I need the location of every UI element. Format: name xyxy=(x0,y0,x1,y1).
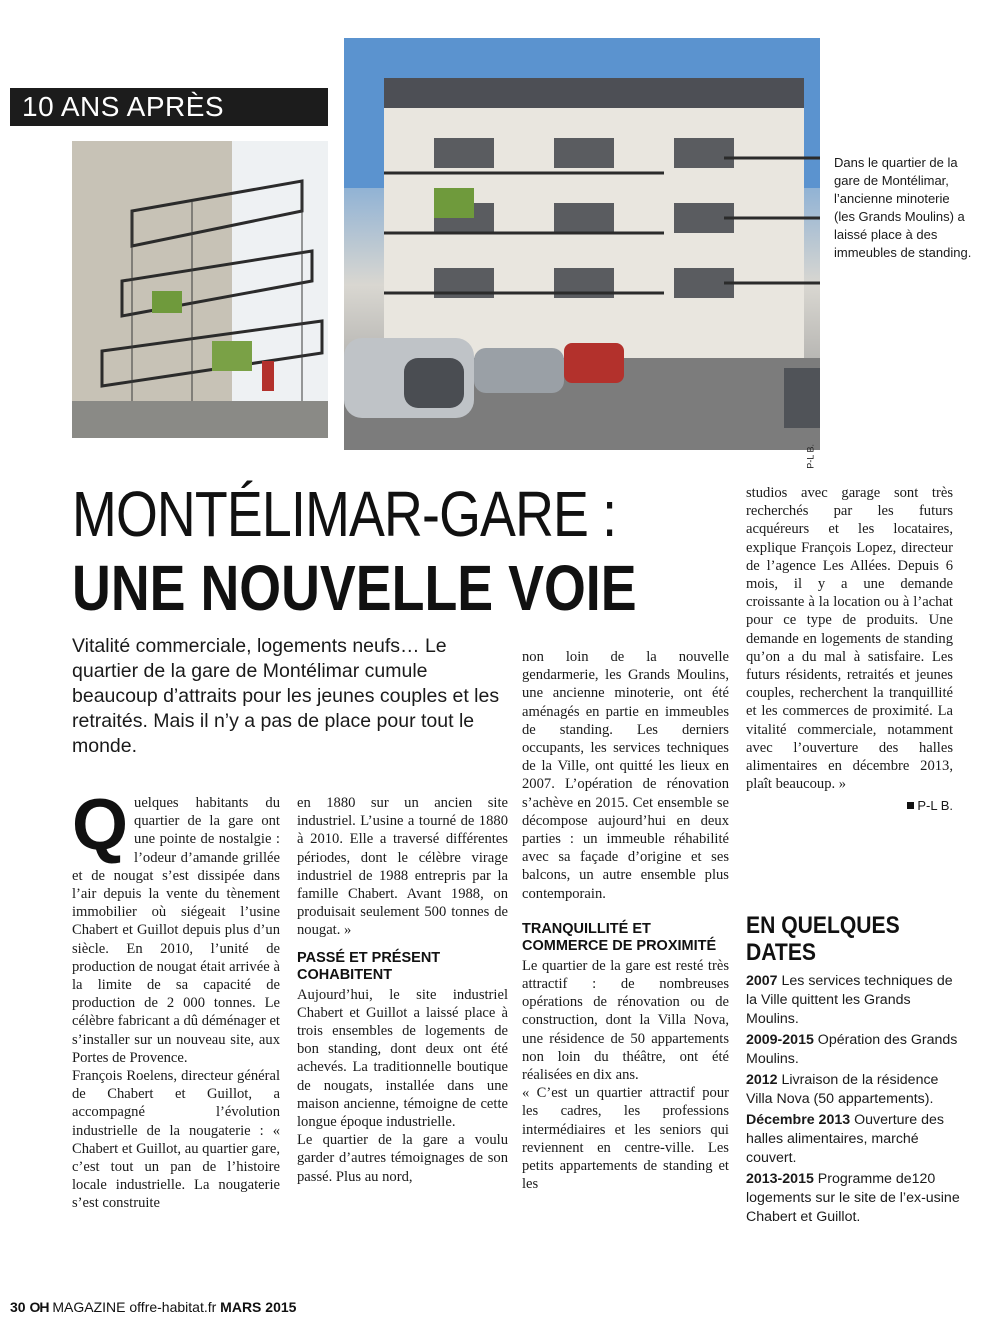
chapeau: Vitalité commerciale, logements neufs… Le quartier de la gare de Montélimar cumule beaucoup d’attraits pour les jeunes couples et les retraités. Mais il n’y a pas de place pour tout le monde. xyxy=(72,635,500,757)
body-column-2 xyxy=(297,794,508,1186)
body-paragraph: en 1880 sur un ancien site industriel. L’usine a tourné de 1880 à 2010. Elle a traversé différentes périodes, dont le célèbre virage industriel de 1988 entrepris par la famille Chabert. Avant 1988, on produisait seulement 500 tonnes de nougat. » xyxy=(297,795,508,939)
dates-title: EN QUELQUES DATES xyxy=(746,912,900,966)
dropcap: Q xyxy=(72,785,129,865)
body-paragraph: uelques habitants du quartier de la gare ont une pointe de nostalgie : l’odeur d’amande grillée et de nougat s’est dissipée dans l’air depuis la vente du tènement immobilier où siégeait l’usine Chabert et Guillot depuis plus d’un siècle. En 2010, l’unité de production de nougat était arrivée à la limite de sa capacité de production de 2 000 tonnes. Le célèbre fabricant a dû déménager et s’installer sur un nouveau site, aux Portes de Provence. xyxy=(72,795,280,1066)
magazine-label: MAGAZINE xyxy=(52,1299,126,1315)
headline-line1: MONTÉLIMAR-GARE : xyxy=(72,478,617,550)
date-item xyxy=(746,972,966,1029)
body-paragraph: François Roelens, directeur général de Chabert et Guillot, a accompagné l’évolution industrielle de la nougaterie : « Chabert et Guillot, au quartier gare, c’est tout un pan de l’histoire locale industrielle. La nougaterie s’est construite xyxy=(72,1068,280,1212)
subhead-tranquillite: TRANQUILLITÉ ET COMMERCE DE PROXIMITÉ xyxy=(522,920,717,954)
date-text: Ouverture des halles alimentaires, marché couvert. xyxy=(746,1112,944,1166)
date-year: Décembre 2013 xyxy=(746,1112,851,1128)
date-item xyxy=(746,1170,966,1227)
body-paragraph: Aujourd’hui, le site industriel Chabert et Guillot a laissé place à trois ensembles de logements de bon standing, dont deux ont été achevés. La traditionnelle boutique de nougats, installée dans une maison ancienne, témoigne de cette longue époque industrielle. xyxy=(297,986,508,1131)
date-text: Livraison de la résidence Villa Nova (50 appartements). xyxy=(746,1072,939,1107)
oh-logo: OH xyxy=(29,1299,49,1315)
body-column-3 xyxy=(522,648,729,1193)
date-year: 2012 xyxy=(746,1072,778,1088)
grands-moulins-illustration xyxy=(344,38,820,450)
body-paragraph: Le quartier de la gare est resté très attractif : de nombreuses opérations de rénovation ou de construction, dont la Villa Nova, une résidence de 50 appartements non loin du théâtre, ont été réalisées en dix ans. xyxy=(522,957,729,1084)
body-paragraph: Le quartier de la gare a voulu garder d’autres témoignages de son passé. Plus au nord, xyxy=(297,1132,508,1185)
website-label: offre-habitat.fr xyxy=(129,1299,217,1315)
dates-list xyxy=(746,972,966,1229)
date-text: Opération des Grands Moulins. xyxy=(746,1032,958,1067)
body-paragraph: non loin de la nouvelle gendarmerie, les Grands Moulins, une ancienne minoterie, ont été aménagés en partie en immeubles de standing. Les derniers occupants, les services techniques de la Ville, ont quitté les lieux en 2007. L’opération de rénovation s’achève en 2015. Cet ensemble se décompose aujourd’hui en deux parties : un immeuble réhabilité avec sa façade d’origine et ses balcons, un autre ensemble plus contemporain. xyxy=(522,649,729,902)
date-text: Les services techniques de la Ville quittent les Grands Moulins. xyxy=(746,973,953,1027)
headline-line2: UNE NOUVELLE VOIE xyxy=(72,552,637,624)
author-signature xyxy=(746,797,953,815)
issue-date: MARS 2015 xyxy=(220,1299,297,1315)
body-column-1 xyxy=(72,785,280,1213)
building-balconies-photo xyxy=(72,141,328,438)
grands-moulins-photo xyxy=(344,38,820,469)
square-bullet-icon xyxy=(907,802,914,809)
body-paragraph: studios avec garage sont très recherchés par les futurs acquéreurs et les locataires, explique François Lopez, directeur de l’agence Les Allées. Depuis 6 mois, il y a une demande croissante à la location ou à l’achat pour ce type de produits. Une demande en logements de standing qu’on a du mal à satisfaire. Les futurs résidents, retraités et jeunes couples, recherchent la tranquillité et les commerces de proximité. La vitalité commerciale, notamment avec l’ouverture des halles alimentaires en décembre 2013, plaît beaucoup. » xyxy=(746,485,953,793)
date-item xyxy=(746,1071,966,1109)
body-column-4 xyxy=(746,484,953,816)
balconies-illustration xyxy=(72,141,328,438)
date-year: 2009-2015 xyxy=(746,1032,814,1048)
photo-caption: Dans le quartier de la gare de Montélimar, l’ancienne minoterie (les Grands Moulins) a laissé place à des immeubles de standing. xyxy=(834,155,972,260)
section-rubric: 10 ANS APRÈS xyxy=(10,88,328,126)
page-number: 30 xyxy=(10,1299,26,1315)
photo-credit: P-L B. xyxy=(806,444,816,469)
signature-text: P-L B. xyxy=(917,798,953,814)
date-year: 2013-2015 xyxy=(746,1171,814,1187)
date-item xyxy=(746,1031,966,1069)
body-paragraph: « C’est un quartier attractif pour les cadres, les professions intermédiaires et les seniors qui reviennent en centre-ville. Les petits appartements de standing et les xyxy=(522,1085,729,1193)
page-footer xyxy=(10,1299,296,1315)
subhead-passe-present: PASSÉ ET PRÉSENT COHABITENT xyxy=(297,949,441,983)
date-year: 2007 xyxy=(746,973,778,989)
date-text: Programme de120 logements sur le site de l’ex-usine Chabert et Guillot. xyxy=(746,1171,960,1225)
date-item xyxy=(746,1111,966,1168)
